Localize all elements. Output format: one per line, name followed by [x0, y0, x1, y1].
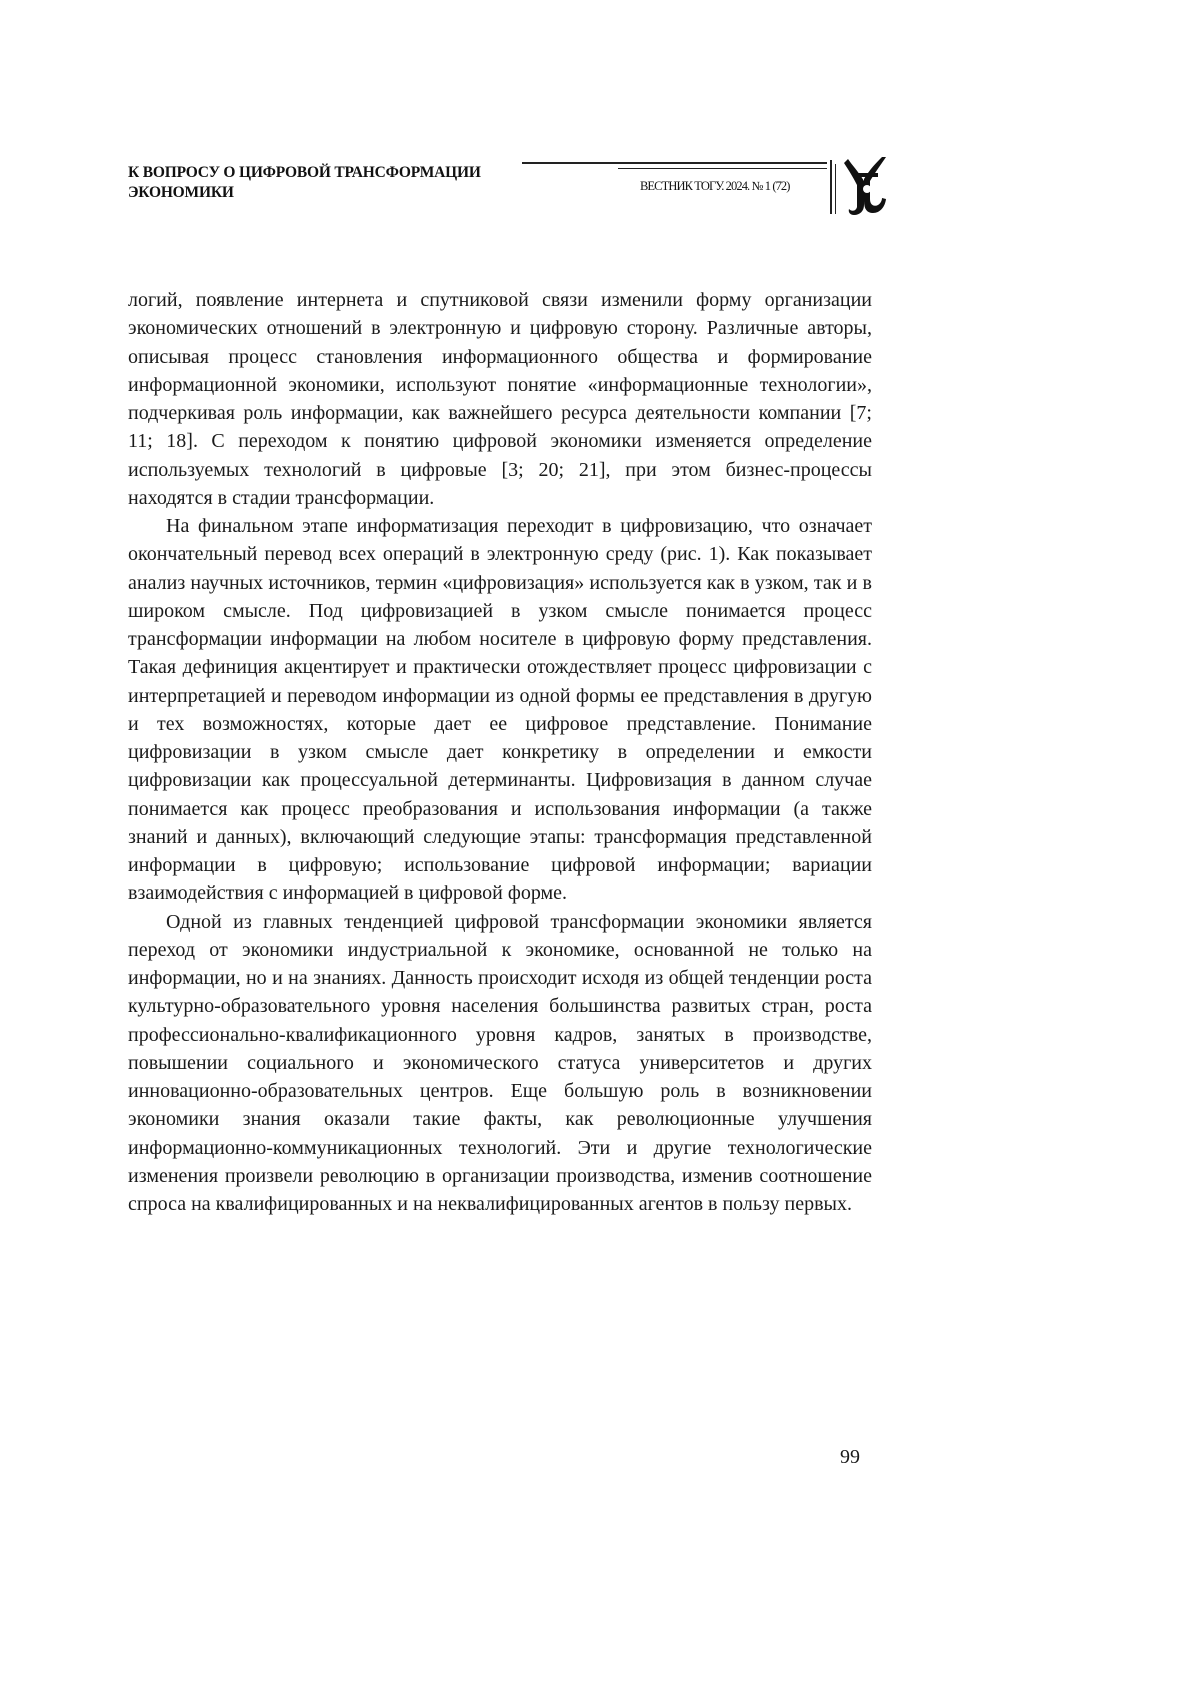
university-monogram-logo-icon [842, 155, 892, 219]
body-paragraph-3: Одной из главных тенденцией цифровой трансформации экономики является переход от экономики индустриальной к экономике, основанной не только на информации, но и на знаниях. Данность происходит исходя из общей тенденции роста культурно-образовательного уровня населения большинства развитых стран, роста профессионально-квалификационного уровня кадров, занятых в производстве, повышении социального и экономического статуса университетов и других инновационно-образовательных центров. Еще большую роль в возникновении экономики знания оказали такие факты, как революционные улучшения информационно-коммуникационных технологий. Эти и другие технологические изменения произвели революцию в организации производства, изменив соотношение спроса на квалифицированных и на неквалифицированных агентов в пользу первых. [128, 910, 872, 1215]
journal-reference: ВЕСТНИК ТОГУ. 2024. № 1 (72) [640, 179, 790, 193]
body-paragraph-1: логий, появление интернета и спутниковой связи изменили форму организации экономических отношений в электронную и цифровую сторону. Различные авторы, описывая процесс становления информационного общества и формирование информационной экономики, используют понятие «информационные технологии», подчеркивая роль информации, как важнейшего ресурса деятельности компании [7; 11; 18]. С переходом к понятию цифровой экономики изменяется определение используемых технологий в цифровые [3; 20; 21], при этом бизнес-процессы находятся в стадии трансформации. [128, 289, 872, 509]
running-header-title: К ВОПРОСУ О ЦИФРОВОЙ ТРАНСФОРМАЦИИ ЭКОНОМИКИ [128, 164, 481, 201]
header-divider-thick [830, 160, 832, 214]
article-body [128, 286, 872, 1218]
header-divider-thin [835, 164, 836, 214]
header-rule-thin [618, 168, 827, 169]
page-number: 99 [840, 1446, 860, 1468]
body-paragraph-2: На финальном этапе информатизация переходит в цифровизацию, что означает окончательный перевод всех операций в электронную среду (рис. 1). Как показывает анализ научных источников, термин «цифровизация» используется как в узком, так и в широком смысле. Под цифровизацией в узком смысле понимается процесс трансформации информации на любом носителе в цифровую форму представления. Такая дефиниция акцентирует и практически отождествляет процесс цифровизации с интерпретацией и переводом информации из одной формы ее представления в другую и тех возможностях, которые дает ее цифровое представление. Понимание цифровизации в узком смысле дает конкретику в определении и емкости цифровизации как процессуальной детерминанты. Цифровизация в данном случае понимается как процесс преобразования и использования информации (а также знаний и данных), включающий следующие этапы: трансформация представленной информации в цифровую; использование цифровой информации; вариации взаимодействия с информацией в цифровой форме. [128, 515, 872, 905]
header-rule-thick [522, 162, 827, 164]
